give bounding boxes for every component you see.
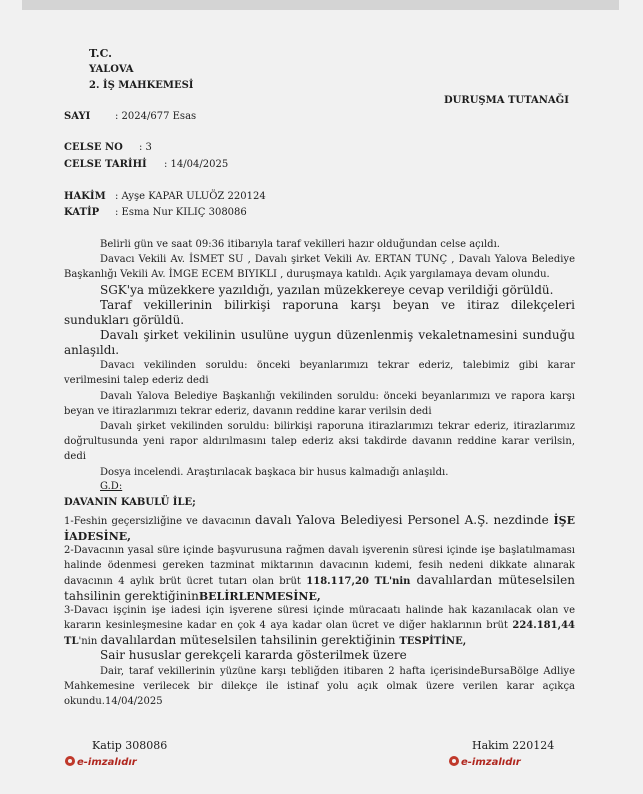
paragraph-davaci: Davacı vekilinden soruldu: önceki beyanlarımızı tekrar ederiz, talebimiz gibi karar verilmesini talep ederiz dedi	[64, 360, 575, 386]
paragraph-bilirkisi: Taraf vekillerinin bilirkişi raporuna karşı beyan ve itiraz dilekçeleri sundukları görüldü.	[64, 298, 575, 327]
e-signature-seal-icon	[449, 756, 459, 766]
header-tc: T.C.	[89, 47, 112, 60]
paragraph-istinaf: Dair, taraf vekillerinin yüzüne karşı tebliğden itibaren 2 hafta içerisindeBursaBölge Adliye Mahkemesine verilecek bir dilekçe ile istinaf yolu açık olmak üzere verilen karar açıkça okundu.14/04/2025	[64, 666, 575, 707]
paragraph-belediye: Davalı Yalova Belediye Başkanlığı vekilinden soruldu: önceki beyanlarımızı ve rapora karşı beyan ve itirazlarımızı tekrar ederiz, davanın reddine karar verilsin dedi	[64, 391, 575, 417]
verdict-item-2-text: 2-Davacının yasal süre içinde başvurusuna rağmen davalı işverenin süresi içinde işe başlatılmaması halinde ödenmesi gereken tazminat miktarının davacının kıdemi, fesih nedeni dikkate alınarak davacının 4 aylık brüt ücret tutarı olan brüt	[64, 545, 575, 587]
verdict-item-2-liability: davalılardan müteselsilen tahsilinin gerektiğinin	[64, 573, 575, 603]
katip-esignature	[65, 756, 137, 768]
celse-no-value: : 3	[139, 142, 152, 153]
header-city: YALOVA	[89, 64, 134, 75]
top-bar	[22, 0, 619, 10]
katip-esignature-label: e-imzalıdır	[77, 757, 137, 768]
doc-type-title: DURUŞMA TUTANAĞI	[444, 95, 569, 106]
katip-value: : Esma Nur KILIÇ 308086	[115, 207, 247, 218]
paragraph-sirket: Davalı şirket vekilinden soruldu: bilirkişi raporuna itirazlarımızı tekrar ederiz, itirazlarımız doğrultusunda yeni rapor aldırılmasını talep ederiz aksi takdirde davanın reddine karar verilsin, dedi	[64, 421, 575, 462]
kabul-heading: DAVANIN KABULÜ İLE;	[64, 497, 196, 508]
verdict-item-2	[64, 543, 575, 605]
hakim-label: HAKİM	[64, 191, 106, 202]
header-court: 2. İŞ MAHKEMESİ	[89, 80, 194, 91]
verdict-item-2-amount: 118.117,20 TL'nin	[306, 576, 411, 587]
paragraph-sgk: SGK'ya müzekkere yazıldığı, yazılan müzekkereye cevap verildiği görüldü.	[100, 283, 554, 297]
document-page	[0, 10, 643, 794]
celse-no-label: CELSE NO	[64, 142, 123, 153]
gd-heading: G.D:	[100, 481, 123, 492]
verdict-item-3-liability: davalılardan müteselsilen tahsilinin gerektiğinin	[100, 633, 400, 647]
paragraph-sair: Sair hususlar gerekçeli kararda gösterilmek üzere	[100, 648, 407, 662]
paragraph-vekaletname: Davalı şirket vekilinin usulüne uygun düzenlenmiş vekaletnamesini sunduğu anlaşıldı.	[64, 328, 575, 357]
e-signature-seal-icon	[65, 756, 75, 766]
paragraph-attendees: Davacı Vekili Av. İSMET SU , Davalı şirket Vekili Av. ERTAN TUNÇ , Davalı Yalova Belediye Başkanlığı Vekili Av. İMGE ECEM BIYIKLI , duruşmaya katıldı. Açık yargılamaya devam olundu.	[64, 254, 575, 280]
katip-label: KATİP	[64, 207, 100, 218]
verdict-item-3-text: 3-Davacı işçinin işe iadesi için işverene süresi içinde müracaatı halinde hak kazanılacak olan ve kararın kesinleşmesine kadar en çok 4 aya kadar olan ücret ve diğer haklarının brüt	[64, 605, 575, 631]
verdict-item-3-suffix: 'nin	[78, 636, 101, 647]
hakim-esignature	[449, 756, 521, 768]
verdict-item-1-text: 1-Feshin geçersizliğine ve davacının	[64, 516, 256, 527]
celse-tarihi-value: : 14/04/2025	[164, 159, 229, 170]
verdict-item-2-decision: BELİRLENMESİNE,	[198, 590, 321, 603]
hakim-signature: Hakim 220124	[472, 739, 555, 752]
sayi-label: SAYI	[64, 111, 91, 122]
sayi-value: : 2024/677 Esas	[115, 111, 197, 122]
verdict-item-1-decision: İŞE İADESİNE,	[64, 514, 575, 543]
verdict-item-3	[64, 603, 575, 649]
hakim-esignature-label: e-imzalıdır	[461, 757, 521, 768]
verdict-item-3-amount: 224.181,44 TL	[64, 620, 575, 647]
verdict-item-3-decision: TESPİTİNE,	[399, 636, 467, 647]
verdict-item-1	[64, 513, 575, 545]
katip-signature: Katip 308086	[92, 739, 168, 752]
celse-tarihi-label: CELSE TARİHİ	[64, 159, 147, 170]
paragraph-opening: Belirli gün ve saat 09:36 itibarıyla taraf vekilleri hazır olduğundan celse açıldı.	[100, 239, 500, 250]
paragraph-dosya: Dosya incelendi. Araştırılacak başkaca bir husus kalmadığı anlaşıldı.	[100, 467, 449, 478]
hakim-value: : Ayşe KAPAR ULUÖZ 220124	[115, 191, 266, 202]
verdict-item-1-party: davalı Yalova Belediyesi Personel A.Ş. nezdinde	[255, 513, 554, 527]
